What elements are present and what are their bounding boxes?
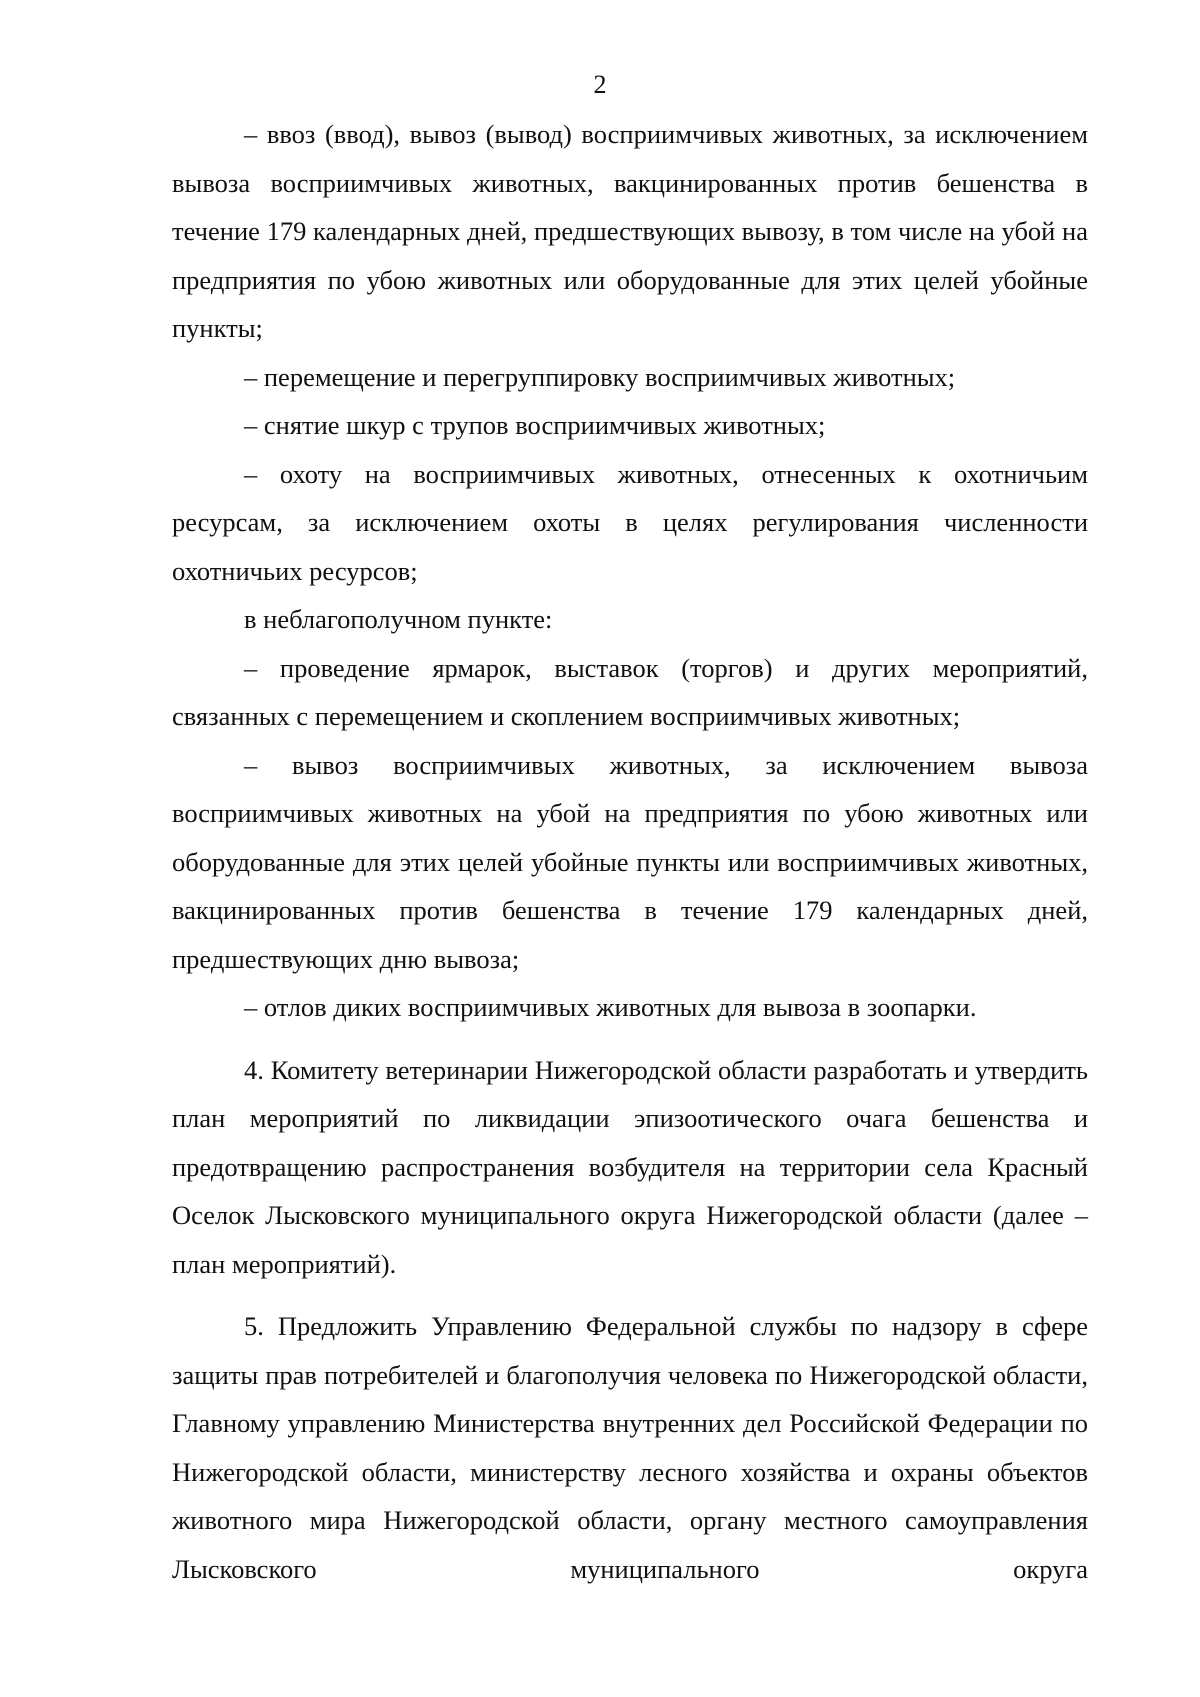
paragraph-import-export-ban: – ввоз (ввод), вывоз (вывод) восприимчивых животных, за исключением вывоза восприимчивых животных, вакцинированных против бешенства в течение 179 календарных дней, предшествующих вывозу, в том числе на убой на предприятия по убою животных или оборудованные для этих целей убойные пункты; [172, 119, 1088, 343]
page-number: 2 [593, 70, 607, 99]
paragraph-item-5: 5. Предложить Управлению Федеральной службы по надзору в сфере защиты прав потребителей и благополучия человека по Нижегородской области, Главному управлению Министерства внутренних дел Российской Федерации по Нижегородской области, министерству лесного хозяйства и охраны объектов животного мира Нижегородской области, органу местного самоуправления Лысковского муниципального округа [172, 1311, 1088, 1584]
paragraph-hunting-ban: – охоту на восприимчивых животных, отнесенных к охотничьим ресурсам, за исключением охоты в целях регулирования численности охотничьих ресурсов; [172, 458, 1088, 586]
document-body [172, 110, 1088, 1593]
paragraph-item-4: 4. Комитету ветеринарии Нижегородской области разработать и утвердить план мероприятий по ликвидации эпизоотического очага бешенства и предотвращению распространения возбудителя на территории села Красный Оселок Лысковского муниципального округа Нижегородской области (далее – план мероприятий). [172, 1054, 1088, 1279]
paragraph-regrouping-ban: – перемещение и перегруппировку восприимчивых животных; [244, 361, 956, 392]
paragraph-capture-ban: – отлов диких восприимчивых животных для вывоза в зоопарки. [244, 992, 977, 1022]
paragraph-skinning-ban: – снятие шкур с трупов восприимчивых животных; [244, 410, 826, 440]
paragraph-removal-ban: – вывоз восприимчивых животных, за исключением вывоза восприимчивых животных на убой на предприятия по убою животных или оборудованные для этих целей убойные пункты или восприимчивых животных, вакцинированных против бешенства в течение 179 календарных дней, предшествующих дню вывоза; [172, 749, 1088, 974]
paragraph-fairs-ban: – проведение ярмарок, выставок (торгов) и других мероприятий, связанных с перемещением и скоплением восприимчивых животных; [172, 652, 1088, 731]
paragraph-unfavorable-point-heading: в неблагополучном пункте: [244, 604, 553, 634]
